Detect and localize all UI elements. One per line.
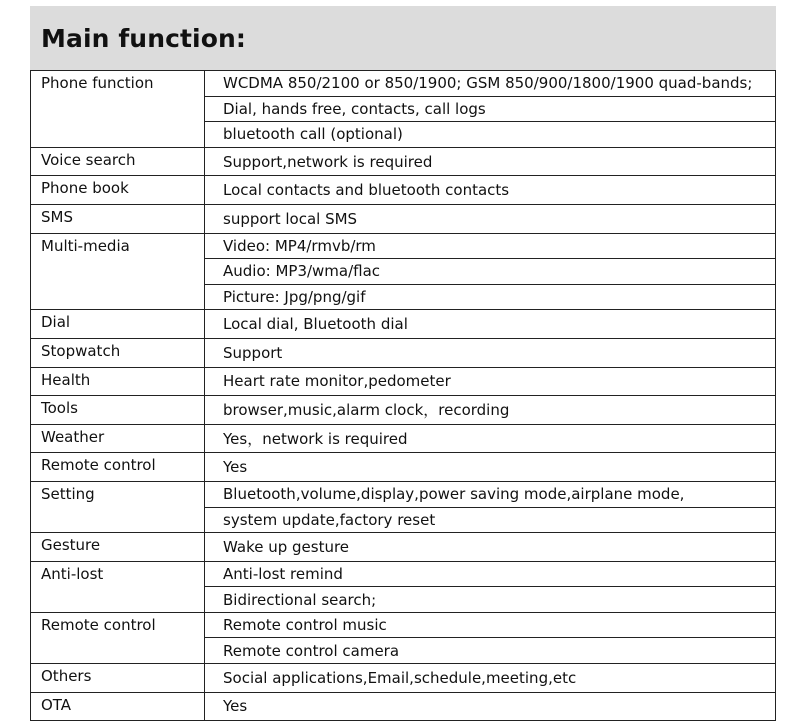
- title-bar: [30, 6, 776, 70]
- function-table-body: [31, 71, 776, 721]
- table-row: [31, 664, 776, 693]
- feature-label: Voice search: [31, 147, 205, 176]
- table-row: [31, 396, 776, 425]
- feature-label: Anti-lost: [31, 561, 205, 612]
- feature-value: Local dial, Bluetooth dial: [205, 310, 776, 339]
- feature-label: Phone book: [31, 176, 205, 205]
- feature-label: Remote control: [31, 612, 205, 663]
- feature-label: Setting: [31, 481, 205, 532]
- feature-value: Anti-lost remind: [205, 561, 776, 587]
- feature-label: Weather: [31, 424, 205, 453]
- feature-value: Remote control music: [205, 612, 776, 638]
- feature-value: Local contacts and bluetooth contacts: [205, 176, 776, 205]
- feature-value: Remote control camera: [205, 638, 776, 664]
- feature-value: support local SMS: [205, 204, 776, 233]
- table-row: [31, 71, 776, 97]
- feature-value: Audio: MP3/wma/flac: [205, 259, 776, 285]
- feature-value: browser,music,alarm clock，recording: [205, 396, 776, 425]
- feature-label: Phone function: [31, 71, 205, 148]
- feature-label: SMS: [31, 204, 205, 233]
- table-row: [31, 612, 776, 638]
- table-row: [31, 204, 776, 233]
- feature-value: Heart rate monitor,pedometer: [205, 367, 776, 396]
- table-row: [31, 533, 776, 562]
- feature-value: Dial, hands free, contacts, call logs: [205, 96, 776, 122]
- table-row: [31, 424, 776, 453]
- table-row: [31, 481, 776, 507]
- table-row: [31, 233, 776, 259]
- feature-label: Others: [31, 664, 205, 693]
- feature-value: Bluetooth,volume,display,power saving mode,airplane mode,: [205, 481, 776, 507]
- feature-value: Video: MP4/rmvb/rm: [205, 233, 776, 259]
- feature-label: Stopwatch: [31, 338, 205, 367]
- feature-label: Remote control: [31, 453, 205, 482]
- feature-label: OTA: [31, 692, 205, 721]
- table-row: [31, 453, 776, 482]
- table-row: [31, 147, 776, 176]
- feature-label: Gesture: [31, 533, 205, 562]
- feature-label: Multi-media: [31, 233, 205, 310]
- table-row: [31, 692, 776, 721]
- feature-label: Tools: [31, 396, 205, 425]
- table-row: [31, 367, 776, 396]
- feature-value: Yes，network is required: [205, 424, 776, 453]
- table-row: [31, 176, 776, 205]
- spec-sheet: [30, 6, 776, 721]
- feature-value: Social applications,Email,schedule,meeting,etc: [205, 664, 776, 693]
- feature-value: Yes: [205, 692, 776, 721]
- feature-value: WCDMA 850/2100 or 850/1900; GSM 850/900/1800/1900 quad-bands;: [205, 71, 776, 97]
- feature-value: Bidirectional search;: [205, 587, 776, 613]
- feature-value: bluetooth call (optional): [205, 122, 776, 148]
- feature-value: Support: [205, 338, 776, 367]
- feature-value: Support,network is required: [205, 147, 776, 176]
- feature-value: system update,factory reset: [205, 507, 776, 533]
- feature-value: Wake up gesture: [205, 533, 776, 562]
- feature-label: Dial: [31, 310, 205, 339]
- feature-value: Yes: [205, 453, 776, 482]
- function-table: [30, 70, 776, 721]
- table-row: [31, 561, 776, 587]
- feature-label: Health: [31, 367, 205, 396]
- table-row: [31, 310, 776, 339]
- page-title: Main function:: [41, 23, 247, 53]
- table-row: [31, 338, 776, 367]
- feature-value: Picture: Jpg/png/gif: [205, 284, 776, 310]
